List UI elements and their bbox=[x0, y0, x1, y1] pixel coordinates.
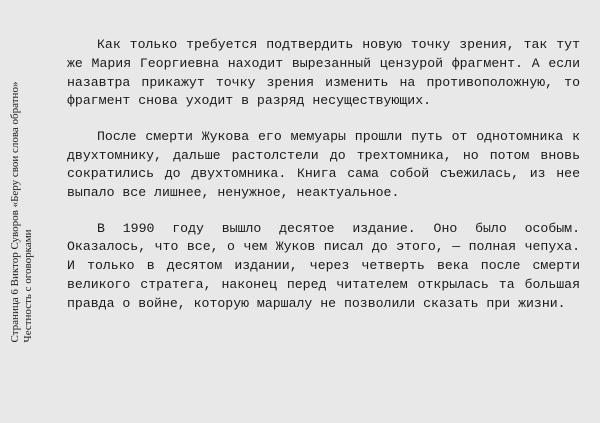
paragraph: Как только требуется подтвердить новую точку зрения, так тут же Мария Георгиевна находит вырезанный цензурой фрагмент. А если назавтра прикажут точку зрения изменить на противоположную, то фрагмент снова уходит в разряд несуществующих. bbox=[67, 37, 580, 109]
side-caption-text bbox=[9, 82, 35, 343]
page-side-caption bbox=[2, 0, 42, 423]
body-text bbox=[67, 36, 580, 314]
side-caption-line-page-author-title: Страница 6 Виктор Суворов «Беру свои слова обратно» bbox=[9, 81, 21, 343]
paragraph: В 1990 году вышло десятое издание. Оно было особым. Оказалось, что все, о чем Жуков писал до этого, — полная чепуха. И только в десятом издании, через четверть века после смерти великого стратега, наконец перед читателем открылась та большая правда о войне, которую маршалу не позволили сказать при жизни. bbox=[67, 220, 580, 311]
paragraph: После смерти Жукова его мемуары прошли путь от однотомника к двухтомнику, дальше растолстели до трехтомника, но потом вновь сократились до двухтомника. Книга сама собой съежилась, из нее выпало все лишнее, ненужное, неактуальное. bbox=[67, 128, 580, 201]
side-caption-line-chapter: Честность с оговорками bbox=[22, 229, 34, 343]
